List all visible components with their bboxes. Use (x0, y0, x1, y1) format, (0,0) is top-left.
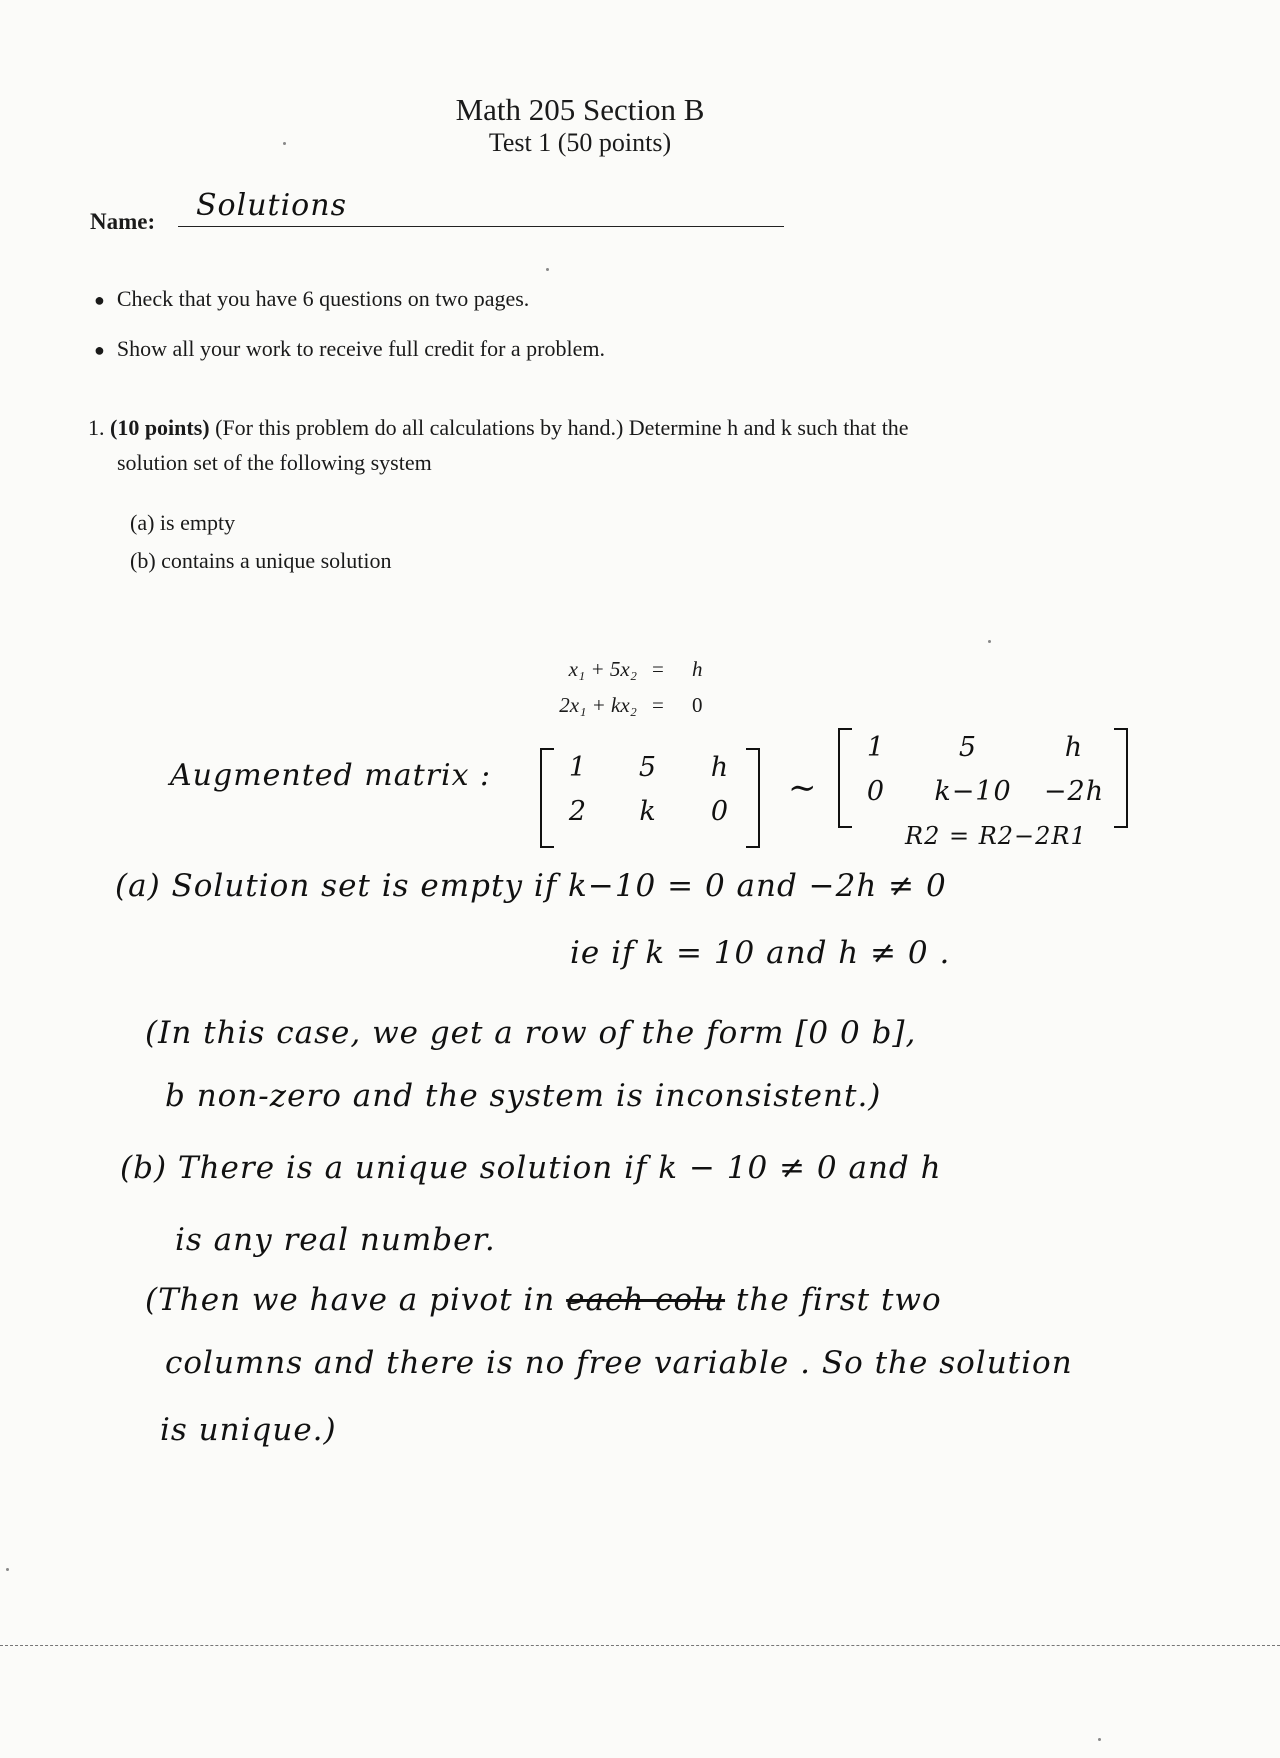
matrix-cell: 1 (568, 752, 588, 783)
scan-speck (546, 268, 549, 271)
matrix-bracket-left (540, 748, 554, 848)
equation-1-equals: = (652, 657, 664, 681)
solution-line: (a) Solution set is empty if k−10 = 0 and −2h ≠ 0 (115, 868, 947, 904)
page-bottom-rule (0, 1645, 1280, 1646)
matrix-cell: k (639, 796, 657, 827)
solution-text: (Then we have a pivot in (145, 1282, 556, 1318)
matrix-cell: −2h (1043, 776, 1105, 807)
matrix-cell: 5 (638, 752, 658, 783)
solution-line: b non-zero and the system is inconsistent.) (165, 1078, 882, 1114)
matrix-cell: k−10 (934, 776, 1012, 807)
equation-1-right: h (692, 657, 703, 681)
row-operation-note: R2 = R2−2R1 (905, 822, 1087, 850)
instruction-text: Show all your work to receive full credit for a problem. (116, 336, 605, 361)
matrix-cell: h (1064, 732, 1084, 763)
solution-line: is any real number. (175, 1222, 496, 1258)
matrix-bracket-left (838, 728, 852, 828)
name-value: Solutions (196, 188, 347, 223)
scan-speck (283, 142, 286, 145)
bullet-icon: ● (94, 290, 105, 310)
row-equivalent-symbol: ∼ (788, 768, 818, 808)
matrix-cell: 1 (866, 732, 886, 763)
question-text: (For this problem do all calculations by hand.) Determine h and k such that the (215, 415, 909, 440)
matrix-cell: 0 (710, 796, 730, 827)
question-1-line1 (88, 415, 909, 441)
question-option-a: (a) is empty (130, 510, 236, 535)
struck-out-text: each colu (566, 1282, 726, 1318)
solution-line: columns and there is no free variable . So the solution (165, 1345, 1073, 1381)
scan-speck (1098, 1738, 1101, 1741)
question-points: (10 points) (110, 415, 210, 440)
solution-line: ie if k = 10 and h ≠ 0 . (570, 935, 951, 971)
equation-2-right: 0 (692, 693, 703, 717)
matrix-bracket-right (1114, 728, 1128, 828)
matrix-cell: 5 (958, 732, 978, 763)
equation-2-equals: = (652, 693, 664, 717)
solution-line: is unique.) (160, 1412, 337, 1448)
solution-line: (b) There is a unique solution if k − 10 ≠ 0 and h (120, 1150, 942, 1186)
exam-title: Math 205 Section B (455, 92, 705, 127)
augmented-matrix-label: Augmented matrix : (170, 758, 492, 793)
matrix-cell: 2 (568, 796, 588, 827)
augmented-matrix (540, 748, 760, 844)
instruction-text: Check that you have 6 questions on two pages. (116, 286, 530, 311)
solution-text: the first two (735, 1282, 942, 1318)
question-option-b: (b) contains a unique solution (130, 548, 392, 573)
equation-2-left: 2x₁ + kx₂ (559, 693, 637, 717)
solution-line (145, 1282, 942, 1318)
instruction-item (94, 286, 529, 312)
equation-1-left: x₁ + 5x₂ (568, 657, 637, 681)
row-reduced-matrix (838, 728, 1128, 824)
scan-speck (988, 640, 991, 643)
instruction-item (94, 336, 605, 362)
solution-line: (In this case, we get a row of the form [0 0 b], (145, 1015, 917, 1051)
question-number: 1. (88, 415, 105, 440)
matrix-cell: 0 (866, 776, 886, 807)
exam-subtitle: Test 1 (50 points) (488, 128, 672, 157)
matrix-cell: h (710, 752, 730, 783)
bullet-icon: ● (94, 340, 105, 360)
matrix-bracket-right (746, 748, 760, 848)
name-underline (178, 226, 784, 227)
name-label: Name: (90, 209, 156, 234)
question-1-line2: solution set of the following system (117, 450, 432, 475)
scan-speck (6, 1568, 9, 1571)
